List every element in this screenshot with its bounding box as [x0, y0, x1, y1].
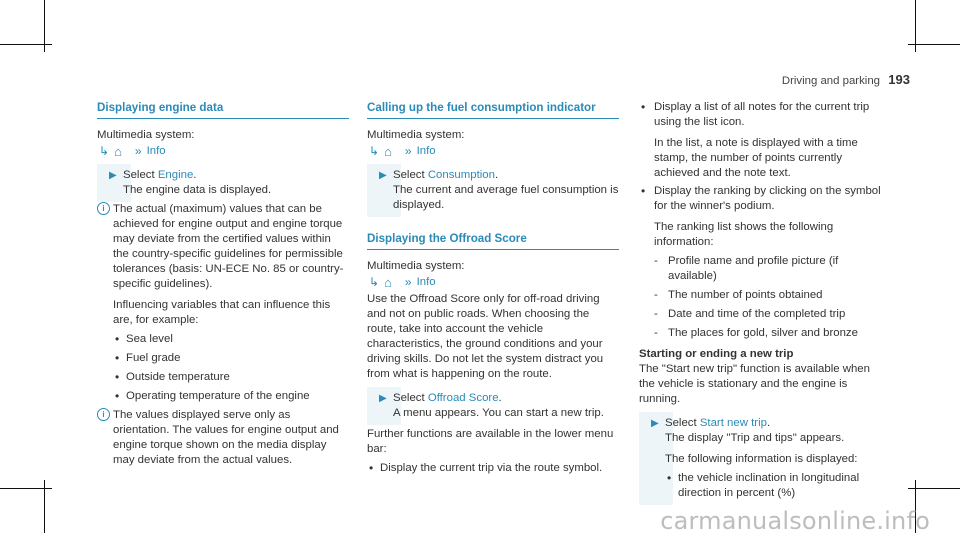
step-result: A menu appears. You can start a new trip.: [393, 407, 604, 419]
column-ranking-trip: [639, 100, 887, 505]
arrow-right-icon: ↳: [99, 144, 110, 158]
bullet-list: [113, 332, 349, 404]
arrow-right-icon: ↳: [369, 275, 380, 289]
bullet-list: [367, 461, 619, 476]
arrow-right-icon: ↳: [369, 144, 380, 158]
step: ▶ Select Start new trip. The display "Trip and tips" appears. The following information is displayed: • the vehicle inclination in longitudinal direction in percent (%): [639, 416, 887, 501]
step: ▶ Select Consumption. The current and average fuel consumption is displayed.: [367, 168, 619, 213]
bullet-list: [665, 471, 887, 501]
list-item: • Display the current trip via the route symbol.: [369, 461, 619, 476]
step-arrow-icon: ▶: [651, 418, 659, 429]
dash-list: [654, 254, 887, 341]
step: ▶ Select Engine. The engine data is displayed.: [97, 168, 349, 198]
step-result: The current and average fuel consumption is displayed.: [393, 184, 619, 211]
system-label: Multimedia system:: [367, 129, 465, 141]
system-label: Multimedia system:: [367, 260, 465, 272]
section-title: Calling up the fuel consumption indicator: [367, 100, 619, 119]
note: i The values displayed serve only as orientation. The values for engine output and engine torque shown on the media display may deviate from the actual values.: [97, 408, 349, 468]
list-item: • Outside temperature: [115, 370, 349, 385]
watermark: carmanualsonline.info: [660, 507, 930, 535]
list-item: - The places for gold, silver and bronze: [654, 326, 887, 341]
info-icon: i: [97, 202, 110, 215]
double-chevron-icon: »: [134, 144, 142, 158]
subheading-text: The "Start new trip" function is available when the vehicle is stationary and the engine is running.: [639, 363, 870, 405]
list-item: - Date and time of the completed trip: [654, 307, 887, 322]
section-title: Displaying the Offroad Score: [367, 231, 619, 250]
step-arrow-icon: ▶: [109, 170, 117, 181]
menu-item-start-new-trip: Start new trip: [699, 417, 767, 429]
home-icon: ⌂: [114, 144, 122, 159]
subheading: Starting or ending a new trip: [639, 348, 794, 360]
bullet-list: [639, 100, 887, 341]
step-arrow-icon: ▶: [379, 170, 387, 181]
path-label: Info: [146, 145, 166, 157]
column-consumption-offroad: [367, 100, 619, 480]
further-text: Further functions are available in the lower menu bar:: [367, 428, 614, 455]
double-chevron-icon: »: [404, 275, 412, 289]
section-title: Displaying engine data: [97, 100, 349, 119]
menu-item-offroad-score: Offroad Score: [427, 392, 499, 404]
menu-item-consumption: Consumption: [427, 169, 495, 181]
path-label: Info: [416, 145, 436, 157]
list-item: - Profile name and profile picture (if available): [654, 254, 887, 284]
home-icon: ⌂: [384, 144, 392, 159]
intro-text: Use the Offroad Score only for off-road driving and not on public roads. When choosing the route, take into account the vehicle characteristics, the ground conditions and your driving skills. Do not let the system distract you from what is happening on the route.: [367, 293, 604, 380]
path-label: Info: [416, 276, 436, 288]
list-item: • Fuel grade: [115, 351, 349, 366]
step-arrow-icon: ▶: [379, 393, 387, 404]
list-item: - The number of points obtained: [654, 288, 887, 303]
home-icon: ⌂: [384, 275, 392, 290]
page-number: 193: [888, 72, 910, 87]
step-result: The engine data is displayed.: [123, 184, 272, 196]
menu-path: [367, 275, 619, 290]
menu-item-engine: Engine: [157, 169, 194, 181]
note: i The actual (maximum) values that can be achieved for engine output and engine torque may deviate from the certified values within the country-specific guidelines for permissible tolerances (basis: UN-ECE No. 85 or country-specific guidelines). Influencing variables that can influence this are, for example: • Sea level • Fuel grade • Outside temperature • Operating temperature of the engine: [97, 202, 349, 404]
system-label: Multimedia system:: [97, 129, 195, 141]
list-item: • the vehicle inclination in longitudinal direction in percent (%): [667, 471, 887, 501]
step-result: The display "Trip and tips" appears.: [665, 432, 845, 444]
list-item: • Sea level: [115, 332, 349, 347]
crop-mark: [44, 480, 45, 533]
column-engine-data: [97, 100, 349, 468]
double-chevron-icon: »: [404, 144, 412, 158]
menu-path: [367, 144, 619, 159]
menu-path: [97, 144, 349, 159]
list-item: • Operating temperature of the engine: [115, 389, 349, 404]
step: ▶ Select Offroad Score. A menu appears. You can start a new trip.: [367, 391, 619, 421]
crop-mark: [44, 0, 45, 52]
list-item: • Display a list of all notes for the current trip using the list icon. In the list, a note is displayed with a time stamp, the number of points currently achieved and the note text.: [639, 100, 887, 181]
running-header: Driving and parking: [781, 75, 880, 87]
list-item: • Display the ranking by clicking on the symbol for the winner's podium. The ranking list shows the following information: - Profile name and profile picture (if available) - The number of points obtained - Date and time of the completed trip - The places for gold, silver and bronze: [639, 184, 887, 341]
step-result: The following information is displayed:: [665, 453, 858, 465]
crop-mark: [915, 0, 916, 52]
info-icon: i: [97, 408, 110, 421]
